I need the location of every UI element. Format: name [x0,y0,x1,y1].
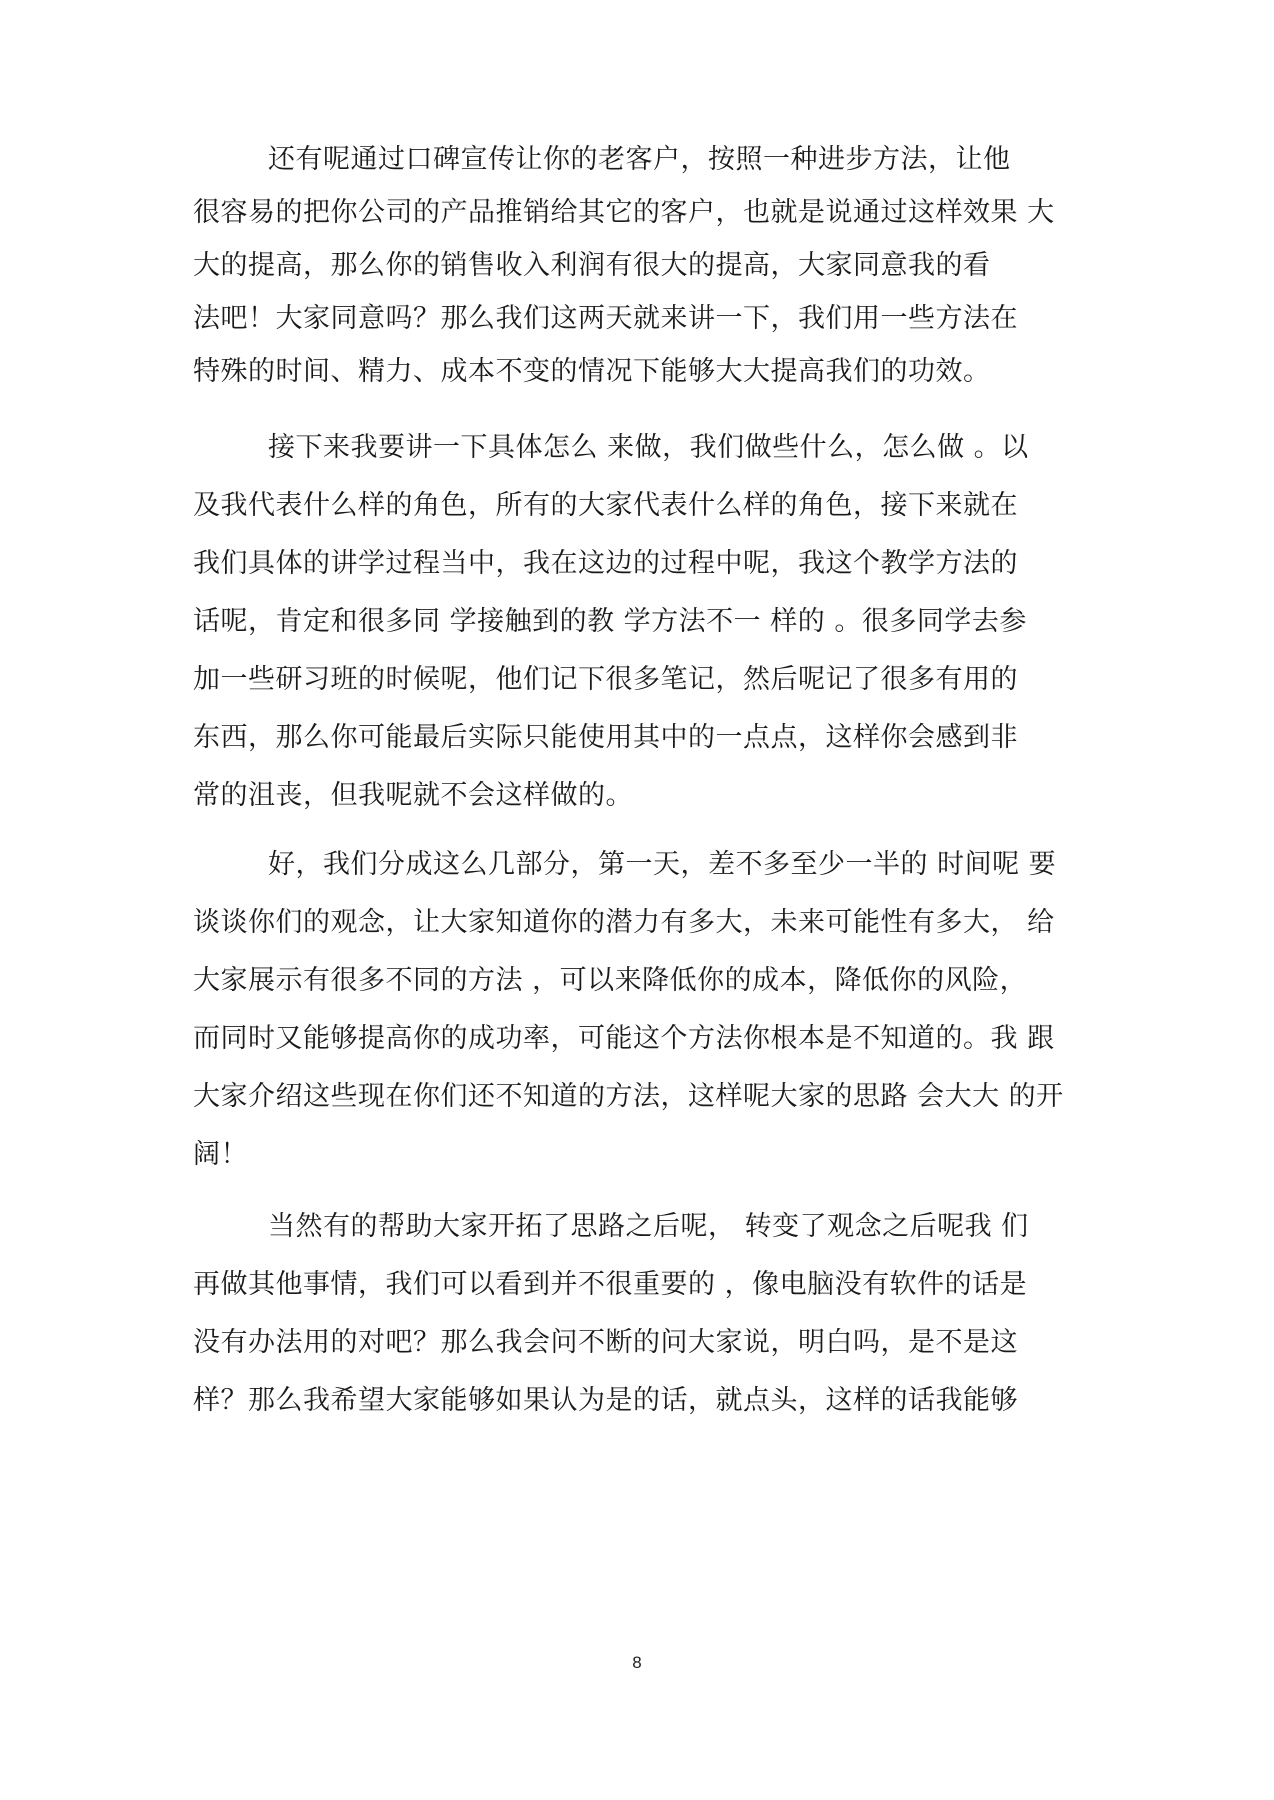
paragraph-3-line-6: 阔！ [193,1139,248,1170]
page-number: 8 [632,1653,642,1672]
paragraph-2-line-3: 我们具体的讲学过程当中，我在这边的过程中呢，我这个教学方法的 [193,548,1018,579]
paragraph-4-line-4: 样？那么我希望大家能够如果认为是的话，就点头，这样的话我能够 [193,1385,1018,1416]
paragraph-2-line-4: 话呢，肯定和很多同 学接触到的教 学方法不一 样的 。很多同学去参 [193,606,1027,637]
paragraph-1-line-2: 很容易的把你公司的产品推销给其它的客户，也就是说通过这样效果 大 [193,197,1055,228]
paragraph-3-line-3: 大家展示有很多不同的方法 ，可以来降低你的成本，降低你的风险， [193,965,1028,996]
paragraph-3-line-4: 而同时又能够提高你的成功率，可能这个方法你根本是不知道的。我 跟 [193,1023,1055,1054]
paragraph-4-line-3: 没有办法用的对吧？那么我会问不断的问大家说，明白吗，是不是这 [193,1327,1018,1358]
paragraph-1-line-5: 特殊的时间、精力、成本不变的情况下能够大大提高我们的功效。 [193,356,991,387]
paragraph-4-line-1: 当然有的帮助大家开拓了思路之后呢， 转变了观念之后呢我 们 [268,1211,1029,1242]
paragraph-2-line-7: 常的沮丧，但我呢就不会这样做的。 [193,780,633,811]
paragraph-1-line-1: 还有呢通过口碑宣传让你的老客户，按照一种进步方法，让他 [268,144,1011,175]
paragraph-2-line-2: 及我代表什么样的角色，所有的大家代表什么样的角色，接下来就在 [193,490,1018,521]
paragraph-2-line-1: 接下来我要讲一下具体怎么 来做，我们做些什么，怎么做 。以 [268,432,1029,463]
paragraph-4-line-2: 再做其他事情，我们可以看到并不很重要的 ，像电脑没有软件的话是 [193,1269,1028,1300]
paragraph-1-line-3: 大的提高，那么你的销售收入利润有很大的提高，大家同意我的看 [193,250,991,281]
paragraph-1-line-4: 法吧！大家同意吗？那么我们这两天就来讲一下，我们用一些方法在 [193,303,1018,334]
paragraph-3-line-2: 谈谈你们的观念，让大家知道你的潜力有多大，未来可能性有多大， 给 [193,907,1055,938]
paragraph-2-line-6: 东西，那么你可能最后实际只能使用其中的一点点，这样你会感到非 [193,722,1018,753]
paragraph-3-line-5: 大家介绍这些现在你们还不知道的方法，这样呢大家的思路 会大大 的开 [193,1081,1064,1112]
paragraph-2-line-5: 加一些研习班的时候呢，他们记下很多笔记，然后呢记了很多有用的 [193,664,1018,695]
paragraph-3-line-1: 好，我们分成这么几部分，第一天，差不多至少一半的 时间呢 要 [268,849,1057,880]
